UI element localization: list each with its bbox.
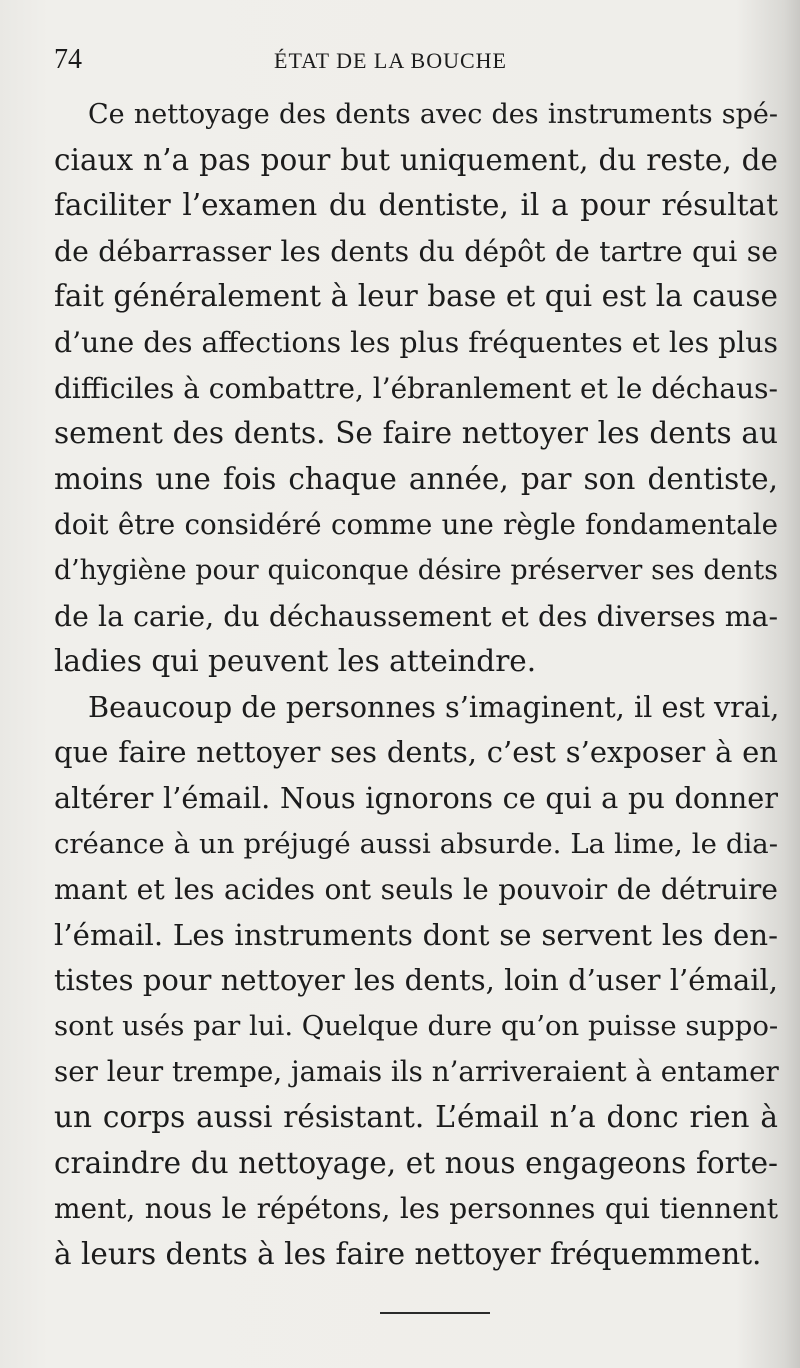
running-head (54, 44, 760, 80)
text-line: altérer l’émail. Nous ignorons ce qui a pu donner (54, 780, 778, 815)
text-line: Beaucoup de personnes s’imaginent, il est vrai, (88, 689, 780, 724)
text-line: ciaux n’a pas pour but uniquement, du reste, de (54, 142, 778, 177)
page-number: 74 (54, 44, 82, 75)
text-line: Ce nettoyage des dents avec des instruments spé- (88, 99, 778, 130)
text-line: un corps aussi résistant. L’émail n’a donc rien à (54, 1100, 778, 1135)
text-line: l’émail. Les instruments dont se servent les den- (54, 917, 778, 952)
text-line: faciliter l’examen du dentiste, il a pour résultat (54, 188, 778, 223)
text-line: à leurs dents à les faire nettoyer fréquemment. (54, 1236, 762, 1271)
text-line: d’hygiène pour quiconque désire préserver ses dents (54, 554, 778, 586)
text-line: moins une fois chaque année, par son dentiste, (54, 461, 778, 496)
text-line: difficiles à combattre, l’ébranlement et le déchaus- (54, 371, 778, 405)
text-line: de débarrasser les dents du dépôt de tartre qui se (54, 234, 778, 268)
text-line: sont usés par lui. Quelque dure qu’on puisse suppo- (54, 1009, 779, 1042)
text-line: mant et les acides ont seuls le pouvoir de détruire (54, 873, 778, 907)
text-line: que faire nettoyer ses dents, c’est s’exposer à en (54, 735, 778, 770)
body-text (54, 92, 778, 1277)
text-line: d’une des affections les plus fréquentes et les plus (54, 325, 778, 359)
text-line: ment, nous le répétons, les personnes qui tiennent (54, 1192, 778, 1226)
section-divider (380, 1312, 490, 1314)
text-line: de la carie, du déchaussement et des diverses ma- (54, 599, 778, 633)
running-title: ÉTAT DE LA BOUCHE (274, 48, 507, 73)
text-line: tistes pour nettoyer les dents, loin d’user l’émail, (54, 963, 778, 998)
text-line: ladies qui peuvent les atteindre. (54, 644, 537, 679)
text-line: craindre du nettoyage, et nous engageons forte- (54, 1145, 778, 1180)
text-line: fait généralement à leur base et qui est la cause (54, 279, 778, 314)
text-line: créance à un préjugé aussi absurde. La lime, le dia- (54, 827, 778, 860)
text-line: sement des dents. Se faire nettoyer les dents au (54, 416, 778, 451)
text-line: ser leur trempe, jamais ils n’arriveraient à entamer (54, 1055, 779, 1089)
text-line: doit être considéré comme une règle fondamentale (54, 508, 778, 542)
